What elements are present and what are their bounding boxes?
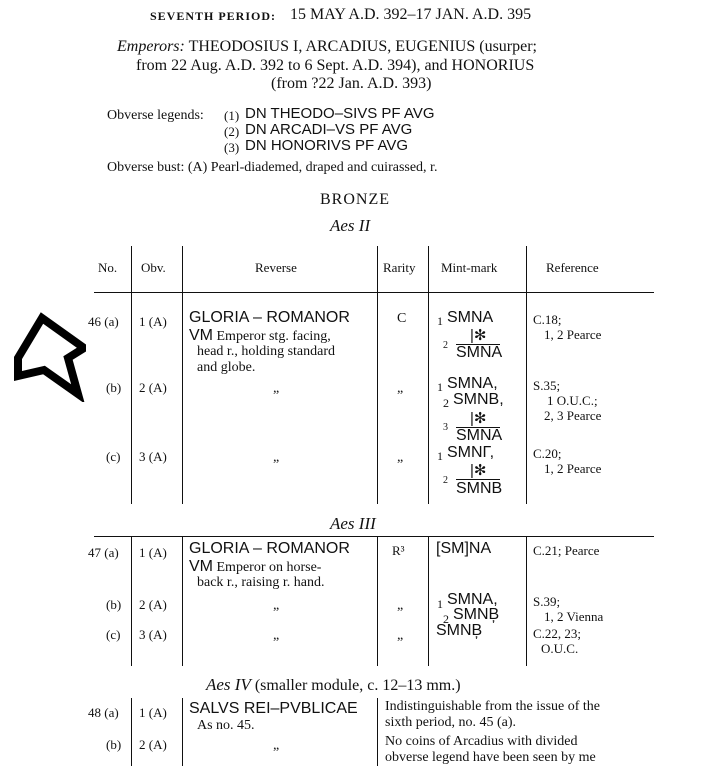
reverse-legend: GLORIA – ROMANOR — [189, 540, 350, 557]
legend-3: DN HONORIVS PF AVG — [245, 137, 409, 154]
col-divider — [377, 698, 378, 766]
mint-mark: SMNA — [456, 427, 503, 444]
reference: C.21; Pearce — [533, 543, 600, 558]
ditto-mark: „ — [397, 450, 404, 465]
row-obv: 3 (A) — [139, 627, 167, 642]
mm-num: 1 — [437, 449, 443, 463]
mm-num: 1 — [437, 380, 443, 394]
note: obverse legend have been seen by me — [385, 750, 596, 765]
obverse-legends-label: Obverse legends: — [107, 108, 204, 123]
reference: 1, 2 Vienna — [544, 609, 604, 624]
ditto-mark: „ — [273, 738, 280, 753]
legend-1: DN THEODO–SIVS PF AVG — [245, 105, 435, 122]
col-divider — [377, 246, 378, 504]
col-divider — [131, 536, 132, 666]
col-rarity: Rarity — [383, 260, 416, 275]
reverse-description: VM Emperor on horse- — [189, 558, 322, 575]
row-no: (c) — [106, 627, 121, 642]
mint-mark: SMNΓ, — [447, 444, 495, 461]
col-reference: Reference — [546, 260, 599, 275]
note: sixth period, no. 45 (a). — [385, 715, 517, 730]
row-obv: 2 (A) — [139, 380, 167, 395]
legend-1-num: (1) — [224, 108, 240, 123]
legend-2-num: (2) — [224, 124, 240, 139]
reverse-legend: SALVS REI–PVBLICAE — [189, 700, 358, 717]
row-obv: 2 (A) — [139, 737, 167, 752]
col-obv: Obv. — [141, 260, 166, 275]
reference: 1 O.U.C.; — [547, 393, 598, 408]
mint-mark: SMNA, — [447, 375, 498, 392]
row-no: 48 (a) — [88, 705, 119, 720]
reference: 1, 2 Pearce — [544, 461, 602, 476]
emperors-line-3: (from ?22 Jan. A.D. 393) — [271, 75, 432, 92]
legend-3-num: (3) — [224, 140, 240, 155]
col-divider — [131, 698, 132, 766]
mint-mark: SMNA — [447, 309, 494, 326]
mm-num: 1 — [437, 314, 443, 328]
mint-mark-symbol: |✻ — [470, 410, 487, 427]
reverse-description: As no. 45. — [197, 718, 255, 733]
row-no: (b) — [106, 737, 122, 752]
row-obv: 1 (A) — [139, 314, 167, 329]
ditto-mark: „ — [397, 381, 404, 396]
mint-mark: SMNA — [456, 344, 503, 361]
mint-mark-symbol: |✻ — [470, 462, 487, 479]
col-divider — [428, 246, 429, 504]
col-divider — [377, 536, 378, 666]
mint-mark: [SM]NA — [436, 540, 492, 557]
mint-mark: SMNB̦ — [453, 606, 500, 623]
row-obv: 2 (A) — [139, 597, 167, 612]
mint-mark: SMNB, — [453, 391, 504, 408]
ditto-mark: „ — [397, 628, 404, 643]
ditto-mark: „ — [273, 450, 280, 465]
col-divider — [526, 536, 527, 666]
section-rule — [94, 536, 654, 537]
aes-ii-heading: Aes II — [330, 216, 371, 235]
mm-num: 3 — [443, 422, 448, 433]
ditto-mark: „ — [273, 628, 280, 643]
reference: C.20; — [533, 446, 562, 461]
reverse-description: head r., holding standard — [197, 344, 336, 359]
reference: 2, 3 Pearce — [544, 408, 602, 423]
col-reverse: Reverse — [255, 260, 297, 275]
col-divider — [428, 536, 429, 666]
col-no: No. — [98, 260, 118, 275]
row-obv: 3 (A) — [139, 449, 167, 464]
legend-2: DN ARCADI–VS PF AVG — [245, 121, 413, 138]
obverse-bust: Obverse bust: (A) Pearl-diademed, draped and cuirassed, r. — [107, 160, 438, 175]
row-no: 46 (a) — [88, 314, 119, 329]
reverse-legend: GLORIA – ROMANOR — [189, 309, 350, 326]
row-no: (b) — [106, 380, 122, 395]
col-divider — [182, 536, 183, 666]
reference: O.U.C. — [541, 641, 579, 656]
mint-mark: SMNB̦ — [436, 622, 483, 639]
emperors-line-2: from 22 Aug. A.D. 392 to 6 Sept. A.D. 394), and HONORIUS — [136, 57, 535, 74]
mm-num: 1 — [437, 597, 443, 611]
reference: C.22, 23; — [533, 626, 582, 641]
reference: S.35; — [533, 378, 561, 393]
col-divider — [526, 246, 527, 504]
ditto-mark: „ — [273, 598, 280, 613]
row-no: (b) — [106, 597, 122, 612]
rarity: C — [397, 311, 407, 326]
mm-num: 2 — [443, 396, 449, 410]
reverse-description: back r., raising r. hand. — [197, 575, 325, 590]
mm-num: 2 — [443, 612, 449, 626]
col-divider — [182, 698, 183, 766]
reference: S.39; — [533, 594, 561, 609]
reverse-description: VM Emperor stg. facing, — [189, 327, 331, 344]
ditto-mark: „ — [273, 381, 280, 396]
mint-mark: SMNA, — [447, 591, 498, 608]
row-no: 47 (a) — [88, 545, 119, 560]
period-dates: 15 MAY A.D. 392–17 JAN. A.D. 395 — [290, 6, 532, 23]
row-obv: 1 (A) — [139, 545, 167, 560]
mm-num: 2 — [443, 475, 448, 486]
reference: 1, 2 Pearce — [544, 327, 602, 342]
aes-iv-heading: Aes IV (smaller module, c. 12–13 mm.) — [206, 675, 461, 694]
aes-iii-heading: Aes III — [330, 514, 376, 533]
note: No coins of Arcadius with divided — [385, 734, 578, 749]
mm-num: 2 — [443, 340, 448, 351]
emperors-line-1: Emperors: THEODOSIUS I, ARCADIUS, EUGENIUS (usurper; — [117, 38, 537, 55]
row-obv: 1 (A) — [139, 705, 167, 720]
mint-mark-symbol: |✻ — [470, 327, 487, 344]
arrow-right-outline-icon[interactable] — [14, 310, 86, 402]
col-divider — [131, 246, 132, 504]
header-rule — [94, 292, 654, 293]
metal-heading: BRONZE — [320, 191, 390, 208]
reference: C.18; — [533, 312, 562, 327]
period-title: SEVENTH PERIOD: — [150, 9, 277, 23]
mint-mark: SMNB — [456, 480, 503, 497]
note: Indistinguishable from the issue of the — [385, 699, 601, 714]
rarity: R³ — [392, 543, 405, 558]
row-no: (c) — [106, 449, 121, 464]
reverse-description: and globe. — [197, 360, 256, 375]
col-divider — [182, 246, 183, 504]
ditto-mark: „ — [397, 598, 404, 613]
col-mintmark: Mint-mark — [441, 260, 498, 275]
